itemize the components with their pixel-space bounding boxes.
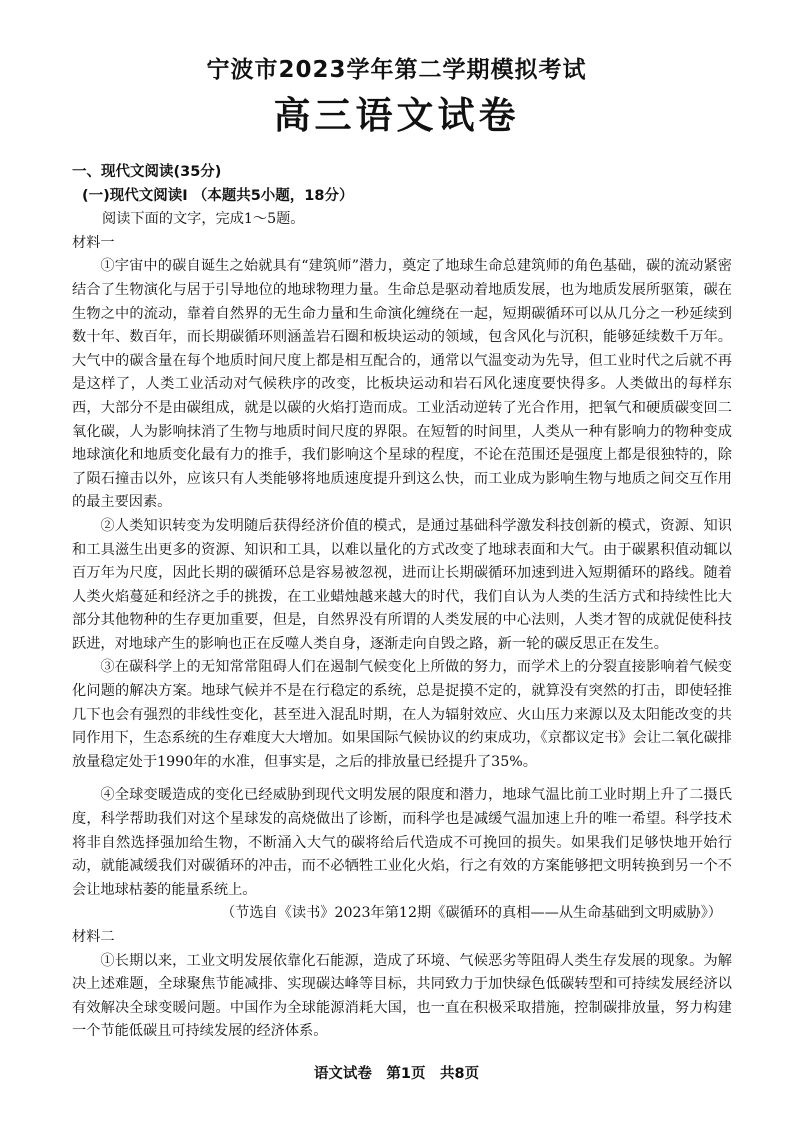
- material1-paragraph-4: ④全球变暖造成的变化已经威胁到现代文明发展的限度和潜力，地球气温比前工业时期上升了二摄氏度，科学帮助我们对这个星球发的高烧做出了诊断，而科学也是减缓气温加速上升的唯一希望。科学技术将非自然选择强加给生物，不断涌入大气的碳将给后代造成不可挽回的损失。如果我们足够快地开始行动，就能减缓我们对碳循环的冲击，而不必牺牲工业化火焰，行之有效的方案能够把文明转换到另一个不会让地球枯萎的能量系统上。: [72, 787, 732, 898]
- material1-paragraph-2: ②人类知识转变为发明随后获得经济价值的模式，是通过基础科学激发科技创新的模式，资源、知识和工具滋生出更多的资源、知识和工具，以难以量化的方式改变了地球表面和大气。由于碳累积值动辄以百万年为尺度，因此长期的碳循环总是容易被忽视，进而让长期碳循环加速到进入短期循环的路线。随着人类火焰蔓延和经济之手的挑拨，在工业蜡烛越来越大的时代，我们自认为人类的生活方式和持续性比大部分其他物种的生存更加重要，但是，自然界没有所谓的人类发展的中心法则，人类才智的成就促使科技跃进，对地球产生的影响也正在反噬人类自身，逐渐走向自毁之路，新一轮的碳反思正在发生。: [72, 517, 732, 652]
- exam-title: 宁波市2023学年第二学期模拟考试: [206, 57, 587, 83]
- material2-label: 材料二: [72, 929, 115, 945]
- exam-subject-title: 高三语文试卷: [273, 94, 520, 137]
- material2-paragraph-1: ①长期以来，工业文明发展依靠化石能源，造成了环境、气候恶劣等阻碍人类生存发展的现象。为解决上述难题，全球聚焦节能减排、实现碳达峰等目标，共同致力于加快绿色低碳转型和可持续发展经济以有效解决全球变暖问题。中国作为全球能源消耗大国，也一直在积极采取措施，控制碳排放量，努力构建一个节能低碳且可持续发展的经济体系。: [72, 952, 732, 1040]
- subsection-heading: (一)现代文阅读I （本题共5小题，18分）: [82, 187, 354, 204]
- material1-paragraph-3: ③在碳科学上的无知常常阻碍人们在遏制气候变化上所做的努力，而学术上的分裂直接影响着气候变化问题的解决方案。地球气候并不是在行稳定的系统，总是捉摸不定的，就算没有突然的打击，即使轻推几下也会有强烈的非线性变化，甚至进入混乱时期，在人为辐射效应、火山压力来源以及太阳能改变的共同作用下，生态系统的生存难度大大增加。如果国际气候协议的约束成功，《京都议定书》会让二氧化碳排放量稳定处于1990年的水准，但事实是，之后的排放量已经提升了35%。: [72, 659, 732, 770]
- page-footer: 语文试卷 第1页 共8页: [313, 1066, 480, 1082]
- section-heading: 一、现代文阅读(35分): [72, 164, 222, 180]
- reading-instruction: 阅读下面的文字，完成1～5题。: [102, 211, 305, 228]
- paragraph-gap: [72, 774, 732, 784]
- material1-label: 材料一: [72, 234, 115, 251]
- material1-paragraph-1: ①宇宙中的碳自诞生之始就具有“建筑师”潜力，奠定了地球生命总建筑师的角色基础，碳的流动紧密结合了生物演化与居于引导地位的地球物理力量。生命总是驱动着地质发展，也为地质发展所驱策，碳在生物之中的流动，靠着自然界的无生命力量和生命演化缠绕在一起，短期碳循环可以从几分之一秒延续到数十年、数百年，而长期碳循环则涵盖岩石圈和板块运动的领域，包含风化与沉积，能够延续数千万年。大气中的碳含量在每个地质时间尺度上都是相互配合的，通常以气温变动为先导，但工业时代之后就不再是这样了，人类工业活动对气候秩序的改变，比板块运动和岩石风化速度要快得多。人类做出的每样东西，大部分不是由碳组成，就是以碳的火焰打造而成。工业活动逆转了光合作用，把氧气和硬质碳变回二氧化碳，人为影响抹消了生物与地质时间尺度的界限。在短暂的时间里，人类从一种有影响力的物种变成地球演化和地质变化最有力的推手，我们影响这个星球的程度，不论在范围还是强度上都是很独特的，除了陨石撞击以外，应该只有人类能够将地质速度提升到这么快，而工业成为影响生物与地质之间交互作用的最主要因素。: [72, 258, 732, 511]
- exam-content: [72, 161, 732, 1044]
- material1-source: （节选自《读书》2023年第12期《碳循环的真相——从生命基础到文明威胁》）: [220, 905, 722, 922]
